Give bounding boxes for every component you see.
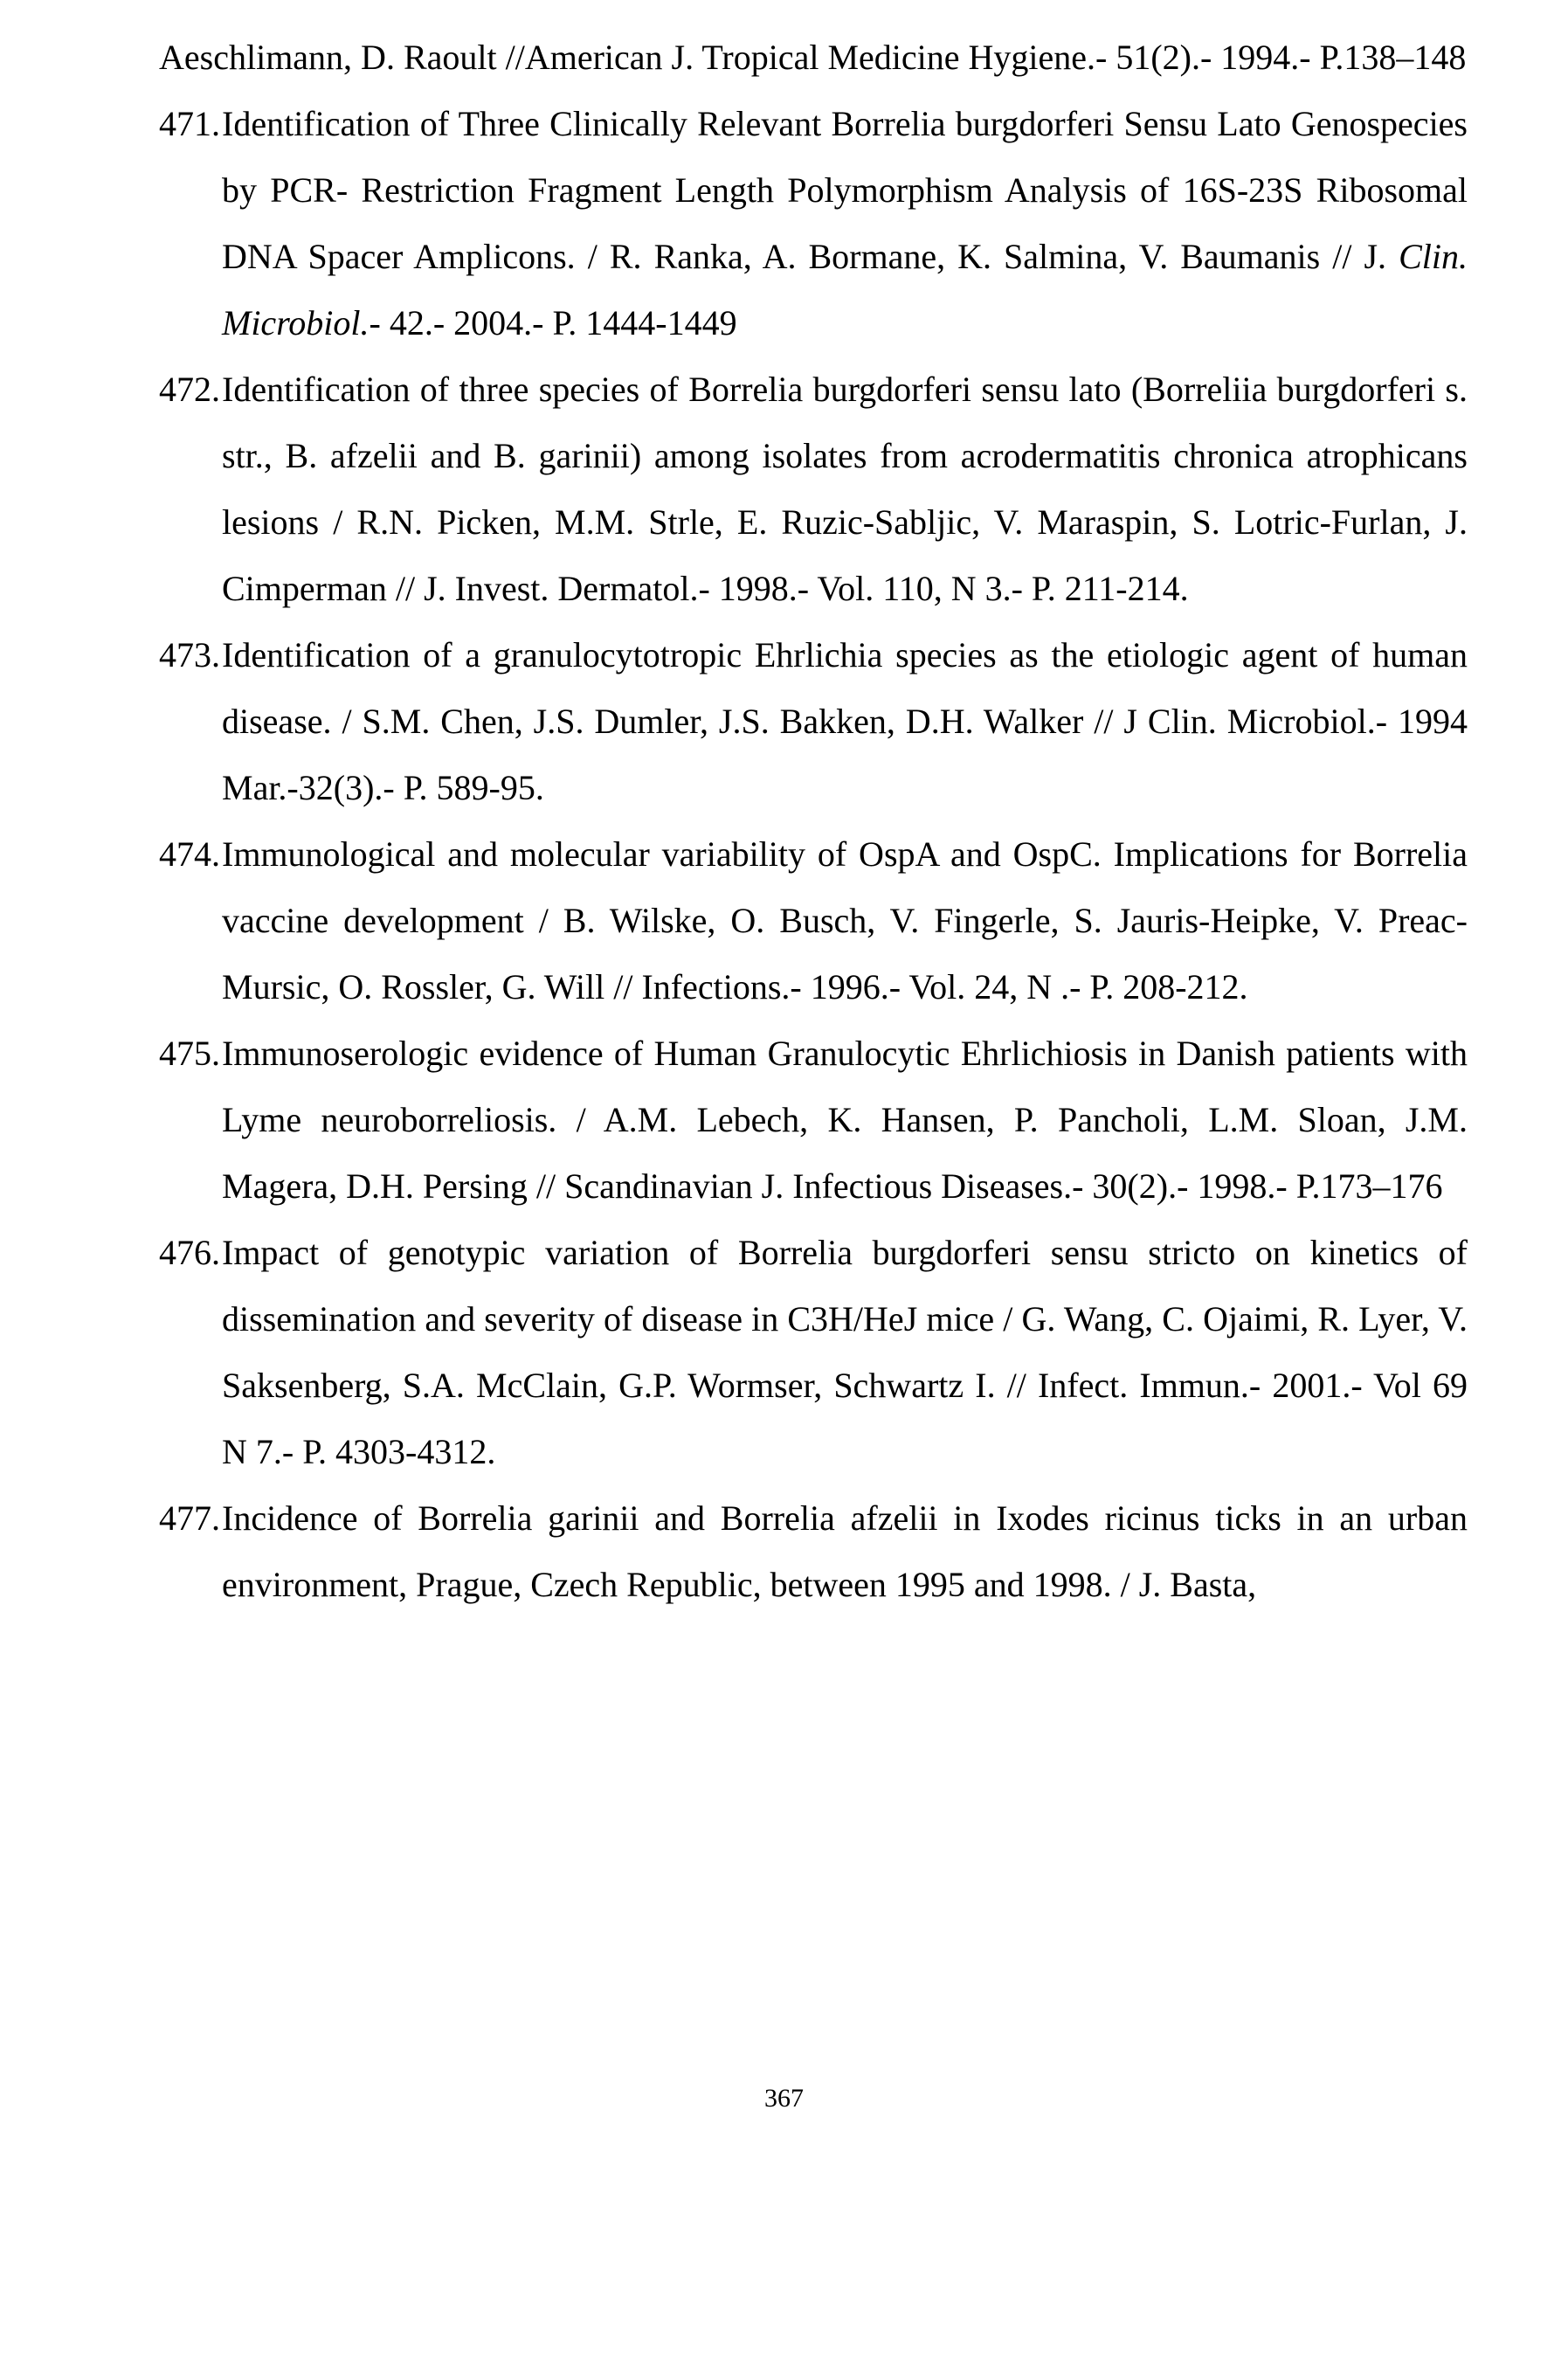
reference-text — [222, 104, 1468, 342]
reference-item — [159, 356, 1468, 622]
reference-item — [159, 1220, 1468, 1485]
reference-journal-italic: Clin. Microbiol. — [222, 237, 1468, 342]
reference-continuation — [159, 24, 1468, 91]
reference-item — [159, 821, 1468, 1020]
reference-item — [159, 91, 1468, 356]
reference-item — [159, 1485, 1468, 1618]
reference-text: Incidence of Borrelia garinii and Borrelia afzelii in Ixodes ricinus ticks in an urban environment, Prague, Czech Republic, between 1995 and 1998. / J. Basta, — [222, 1498, 1468, 1604]
reference-continuation-text: Aeschlimann, D. Raoult //American J. Tropical Medicine Hygiene.- 51(2).- 1994.- P.138–148 — [159, 38, 1467, 77]
reference-text: Immunological and molecular variability of OspA and OspC. Implications for Borrelia vaccine development / B. Wilske, O. Busch, V. Fingerle, S. Jauris-Heipke, V. Preac-Mursic, O. Rossler, G. Will // Infections.- 1996.- Vol. 24, N .- P. 208-212. — [222, 834, 1468, 1007]
reference-number: 475. — [159, 1034, 220, 1073]
reference-text: Impact of genotypic variation of Borrelia burgdorferi sensu stricto on kinetics of dissemination and severity of disease in C3H/HeJ mice / G. Wang, C. Ojaimi, R. Lyer, V. Saksenberg, S.A. McClain, G.P. Wormser, Schwartz I. // Infect. Immun.- 2001.- Vol 69 N 7.- P. 4303-4312. — [222, 1233, 1468, 1471]
reference-number: 477. — [159, 1498, 220, 1538]
reference-number: 471. — [159, 104, 220, 143]
reference-item — [159, 1020, 1468, 1220]
reference-text-part: Identification of Three Clinically Relevant Borrelia burgdorferi Sensu Lato Genospecies by PCR- Restriction Fragment Length Polymorphism Analysis of 16S-23S Ribosomal DNA Spacer Amplicons. / R. Ranka, A. Bormane, K. Salmina, V. Baumanis // J. — [222, 104, 1468, 276]
reference-text: Immunoserologic evidence of Human Granulocytic Ehrlichiosis in Danish patients with Lyme neuroborreliosis. / A.M. Lebech, K. Hansen, P. Pancholi, L.M. Sloan, J.M. Magera, D.H. Persing // Scandinavian J. Infectious Diseases.- 30(2).- 1998.- P.173–176 — [222, 1034, 1468, 1206]
reference-number: 473. — [159, 635, 220, 674]
page-number: 367 — [764, 2084, 804, 2113]
reference-number: 476. — [159, 1233, 220, 1272]
reference-number: 472. — [159, 370, 220, 409]
reference-list — [159, 24, 1468, 1618]
reference-text: Identification of three species of Borrelia burgdorferi sensu lato (Borreliia burgdorferi s. str., B. afzelii and B. garinii) among isolates from acrodermatitis chronica atrophicans lesions / R.N. Picken, M.M. Strle, E. Ruzic-Sabljic, V. Maraspin, S. Lotric-Furlan, J. Cimperman // J. Invest. Dermatol.- 1998.- Vol. 110, N 3.- P. 211-214. — [222, 370, 1468, 608]
reference-number: 474. — [159, 834, 220, 874]
reference-text-part: - 42.- 2004.- P. 1444-1449 — [369, 303, 737, 342]
reference-text: Identification of a granulocytotropic Ehrlichia species as the etiologic agent of human disease. / S.M. Chen, J.S. Dumler, J.S. Bakken, D.H. Walker // J Clin. Microbiol.- 1994 Mar.-32(3).- P. 589-95. — [222, 635, 1468, 807]
reference-item — [159, 622, 1468, 821]
